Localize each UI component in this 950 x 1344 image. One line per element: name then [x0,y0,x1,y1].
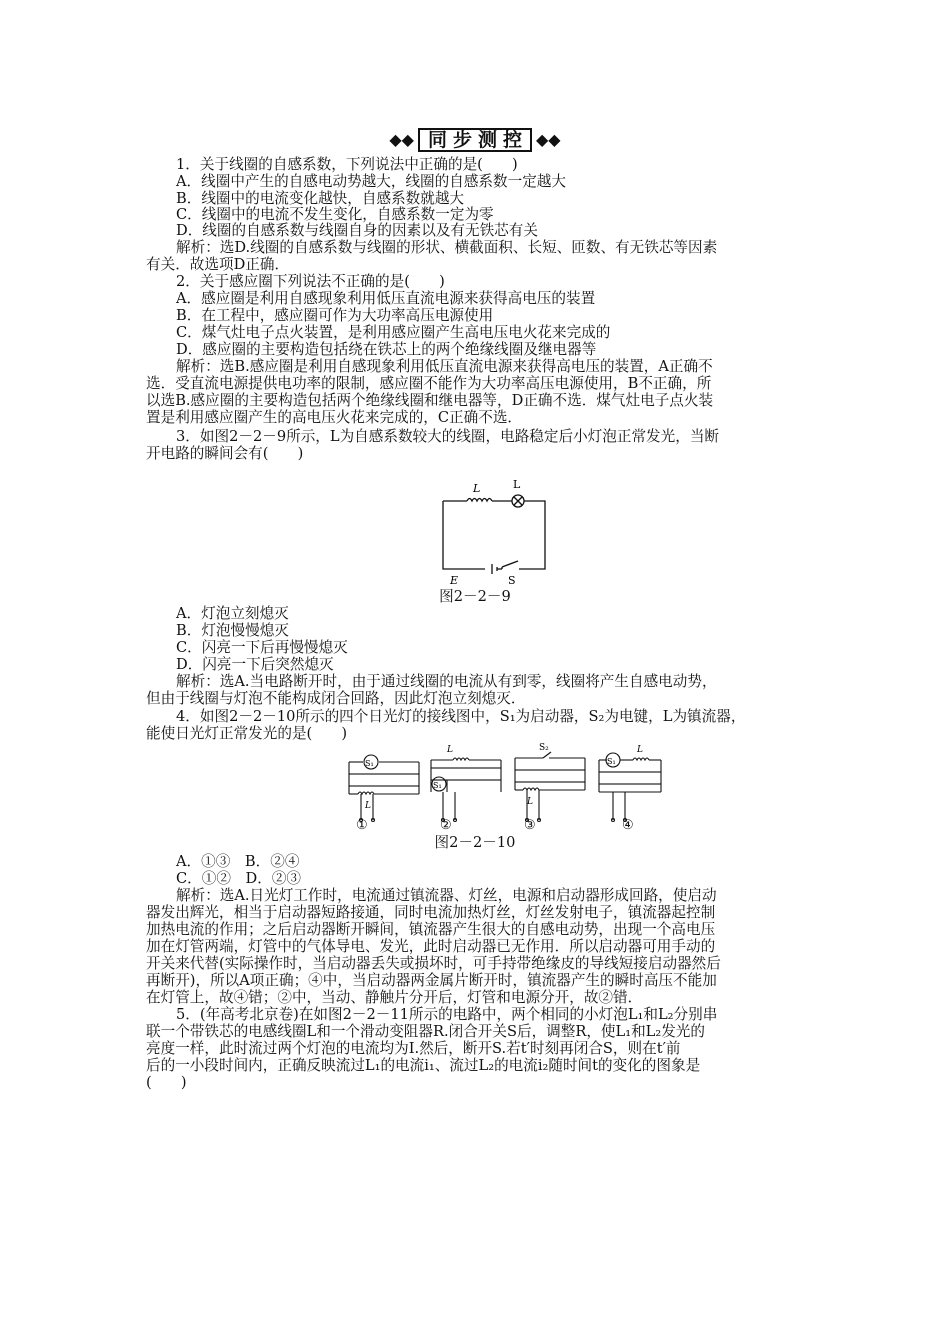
panel-label-3: ③ [524,818,536,833]
q2-option-d: D．感应圈的主要构造包括绕在铁芯上的两个绝缘线圈及继电器等 [176,341,597,358]
q2-stem: 2．关于感应圈下列说法不正确的是( ) [176,273,445,290]
panel-label-2: ② [440,818,452,833]
fig1-label-switch: S [508,574,516,586]
q3-option-c: C．闪亮一下后再慢慢熄灭 [176,639,348,656]
fig1-label-battery: E [450,574,459,586]
q5-stem-cont: 后的一小段时间内，正确反映流过L₁的电流i₁、流过L₂的电流i₂随时间t的变化的图象是 [146,1057,701,1074]
q3-option-d: D．闪亮一下后突然熄灭 [176,656,334,673]
q2-option-b: B．在工程中，感应圈可作为大功率高压电源使用 [176,307,494,324]
q3-option-b: B．灯泡慢慢熄灭 [176,622,289,639]
q4-solution-cont: 在灯管上，故④错；②中，当动、静触片分开后，灯管和电源分开，故②错． [146,989,643,1006]
figure-2-2-9-circuit [440,476,552,586]
fig2-label-s2-panel3: S₂ [539,743,549,753]
q3-stem: 3．如图2－2－9所示，L为自感系数较大的线圈，电路稳定后小灯泡正常发光，当断 [176,428,720,445]
q5-stem-cont: 联一个带铁芯的电感线圈L和一个滑动变阻器R.闭合开关S后，调整R，使L₁和L₂发光的 [146,1023,705,1040]
q4-solution: 解析：选A.日光灯工作时，电流通过镇流器、灯丝，电源和启动器形成回路，使启动 [176,887,717,904]
q2-option-c: C．煤气灶电子点火装置，是利用感应圈产生高电压电火花来完成的 [176,324,611,341]
q5-stem-cont: 亮度一样，此时流过两个灯泡的电流均为I.然后，断开S.若t′时刻再闭合S，则在t′前 [146,1040,681,1057]
q4-solution-cont: 加在灯管两端，灯管中的气体导电、发光，此时启动器已无作用．所以启动器可用手动的 [146,938,716,955]
q4-solution-cont: 开关来代替(实际操作时，当启动器丢失或损坏时，可手持带绝缘皮的导线短接启动器然后 [146,955,721,972]
q5-answer-blank: ( ) [146,1074,187,1091]
q2-solution-cont: 置是利用感应圈产生的高电压火花来完成的，C正确不选． [146,409,523,426]
q2-option-a: A．感应圈是利用自感现象利用低压直流电源来获得高电压的装置 [176,290,596,307]
q4-options-ab: A．①③ B．②④ [176,853,300,870]
fig2-label-l-panel4: L [637,745,643,755]
panel-label-4: ④ [622,818,634,833]
figure-2-2-10-panel-labels [343,818,663,834]
q4-solution-cont: 再断开)，所以A项正确；④中，当启动器两金属片断开时，镇流器产生的瞬时高压不能加 [146,972,717,989]
fig2-label-s1-panel1: S₁ [365,759,374,768]
fig2-label-l-panel2: L [447,745,453,755]
q3-option-a: A．灯泡立刻熄灭 [176,605,289,622]
panel-label-1: ① [356,818,368,833]
q1-solution-cont: 有关．故选项D正确． [146,256,290,273]
fig2-label-l-panel1: L [365,801,371,811]
fig2-label-s1-panel4: S₁ [607,757,616,766]
q1-stem: 1．关于线圈的自感系数，下列说法中正确的是( ) [176,156,518,173]
q5-stem: 5．(年高考北京卷)在如图2－2－11所示的电路中，两个相同的小灯泡L₁和L₂分别串 [176,1006,718,1023]
q1-solution: 解析：选D.线圈的自感系数与线圈的形状、横截面积、长短、匝数、有无铁芯等因素 [176,239,718,256]
q4-stem-cont: 能使日光灯正常发光的是( ) [146,725,348,742]
q4-solution-cont: 器发出辉光，相当于启动器短路接通，同时电流加热灯丝，灯丝发射电子，镇流器起控制 [146,904,716,921]
fig2-label-l-panel3: L [527,797,533,807]
q1-option-d: D．线圈的自感系数与线圈自身的因素以及有无铁芯有关 [176,222,538,239]
diamond-ornament-left: ◆◆ [389,130,414,149]
q4-options-cd: C．①② D．②③ [176,870,302,887]
diamond-ornament-right: ◆◆ [536,130,561,149]
q1-option-b: B．线圈中的电流变化越快，自感系数就越大 [176,190,465,207]
section-header [0,128,950,152]
figure-2-2-9-caption: 图2－2－9 [439,588,511,605]
section-title: 同步测控 [418,128,532,152]
q3-solution: 解析：选A.当电路断开时，由于通过线圈的电流从有到零，线圈将产生自感电动势， [176,673,717,690]
q4-stem: 4．如图2－2－10所示的四个日光灯的接线图中，S₁为启动器，S₂为电键，L为镇流器， [176,708,746,725]
figure-2-2-10-caption: 图2－2－10 [434,834,516,851]
fig1-label-inductor: L [473,482,481,495]
q2-solution-cont: 选．受直流电源提供电功率的限制，感应圈不能作为大功率高压电源使用，B不正确，所 [146,375,712,392]
q1-option-c: C．线圈中的电流不发生变化，自感系数一定为零 [176,206,494,223]
q3-stem-cont: 开电路的瞬间会有( ) [146,445,304,462]
q2-solution-cont: 以选B.感应圈的主要构造包括两个绝缘线圈和继电器等，D正确不选．煤气灶电子点火装 [146,392,714,409]
fig1-label-lamp: L [513,478,521,491]
q4-solution-cont: 加热电流的作用；之后启动器断开瞬间，镇流器产生很大的自感电动势，出现一个高电压 [146,921,716,938]
q1-option-a: A．线圈中产生的自感电动势越大，线圈的自感系数一定越大 [176,173,566,190]
fig2-label-s1-panel2: S₁ [433,781,442,790]
q3-solution-cont: 但由于线圈与灯泡不能构成闭合回路，因此灯泡立刻熄灭． [146,690,526,707]
q2-solution: 解析：选B.感应圈是利用自感现象利用低压直流电源来获得高电压的装置，A正确不 [176,358,713,375]
